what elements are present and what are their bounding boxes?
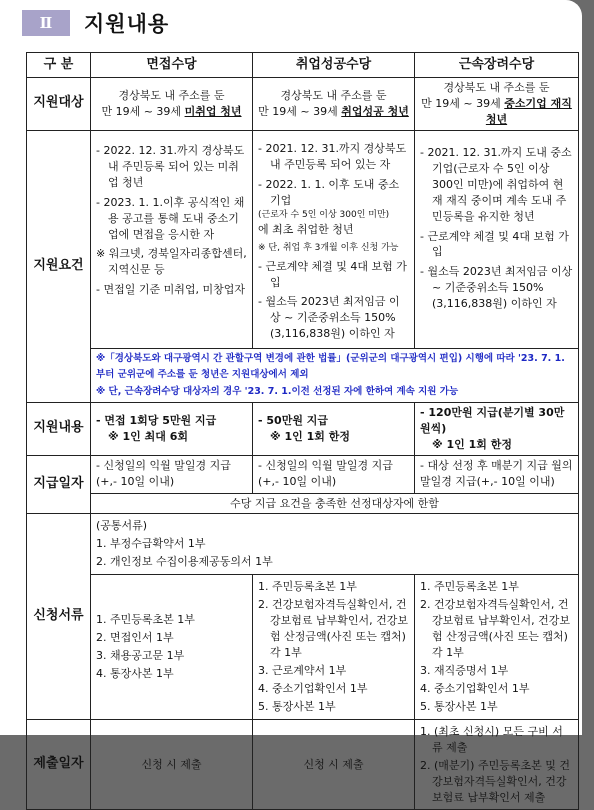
payment-footer: 수당 지급 요건을 충족한 선정대상자에 한함 <box>91 493 579 514</box>
requirement-note: ※ 단, 취업 후 3개월 이후 신청 가능 <box>258 242 399 253</box>
support-limit: ※ 1인 최대 6회 <box>108 429 188 443</box>
requirement-subnote: (근로자 수 5인 이상 300인 미만) <box>258 209 390 220</box>
requirement-item: - 2021. 12. 31.까지 경상북도 내 주민등록 되어 있는 자 <box>258 141 407 171</box>
documents-label: 신청서류 <box>27 514 91 719</box>
document-item: 1. 주민등록초본 1부 <box>258 580 357 594</box>
payment-col1: - 신청일의 익월 말일경 지급 (+,- 10일 이내) <box>91 455 253 493</box>
document-item: 5. 통장사본 1부 <box>258 699 336 713</box>
document-item: 2. 건강보험자격득실확인서, 건강보험료 납부확인서, 건강보험 산정금액(사진 또는 캡처) 각 1부 <box>420 598 571 660</box>
document-item: 1. 부정수급확약서 1부 <box>96 537 206 551</box>
header-retention-allowance: 근속장려수당 <box>415 53 579 78</box>
requirement-item: - 월소득 2023년 최저임금 이상 ~ 기준중위소득 150%(3,116,838원) 이하인 자 <box>420 265 573 311</box>
target-col1-emphasis: 미취업 청년 <box>184 104 242 118</box>
target-age: 만 19세 ~ 39세 <box>421 96 501 110</box>
support-amount: - 면접 1회당 5만원 지급 <box>96 413 217 427</box>
target-age: 만 19세 ~ 39세 <box>258 104 338 118</box>
section-number-badge: Ⅱ <box>22 10 70 36</box>
payment-row <box>27 455 579 493</box>
requirement-item: 에 최초 취업한 청년 <box>258 222 354 236</box>
support-col3 <box>415 402 579 455</box>
target-row <box>27 78 579 131</box>
notice-exception: ※ 단, 근속장려수당 대상자의 경우 '23. 7. 1.이전 선정된 자에 한하여 계속 지원 가능 <box>96 385 459 397</box>
requirements-notice-row <box>27 349 579 402</box>
documents-common-row <box>27 514 579 575</box>
document-item: 3. 채용공고문 1부 <box>96 649 185 663</box>
requirement-item: - 2021. 12. 31.까지 도내 중소기업(근로자 수 5인 이상 300인 미만)에 취업하여 현재 재직 중이며 계속 도내 주민등록을 유지한 청년 <box>420 145 572 223</box>
documents-row <box>27 575 579 720</box>
submission-col3 <box>415 719 579 810</box>
document-item: 2. 건강보험자격득실확인서, 건강보험료 납부확인서, 건강보험 산정금액(사진 또는 캡처) 각 1부 <box>258 598 409 660</box>
section-header <box>22 8 169 38</box>
submission-row <box>27 719 579 810</box>
requirements-col2 <box>253 130 415 348</box>
payment-col3: - 대상 선정 후 매분기 지급 월의 말일경 지급(+,- 10일 이내) <box>415 455 579 493</box>
document-item: 4. 중소기업확인서 1부 <box>420 681 530 695</box>
notice-jurisdiction: ※「경상북도와 대구광역시 간 관할구역 변경에 관한 법률」(군위군의 대구광역시 편입) 시행에 따라 '23. 7. 1. 부터 군위군에 주소를 둔 청년은 지원대상에서 제외 <box>96 353 565 381</box>
target-age: 만 19세 ~ 39세 <box>101 104 182 118</box>
submission-col1: 신청 시 제출 <box>91 719 253 810</box>
requirements-notice <box>91 349 579 402</box>
document-item: 1. 주민등록초본 1부 <box>420 580 519 594</box>
header-employment-allowance: 취업성공수당 <box>253 53 415 78</box>
requirement-item: - 근로계약 체결 및 4대 보험 가입 <box>420 229 569 259</box>
requirements-col3 <box>415 130 579 348</box>
support-amount: - 50만원 지급 <box>258 413 329 427</box>
target-col3 <box>415 78 579 131</box>
support-col2 <box>253 402 415 455</box>
document-item: 2. 개인정보 수집이용제공동의서 1부 <box>96 555 273 569</box>
support-limit: ※ 1인 1회 한정 <box>270 429 350 443</box>
requirement-item: - 2022. 12. 31.까지 경상북도 내 주민등록 되어 있는 미취업 청년 <box>96 143 245 189</box>
requirement-item: - 면접일 기준 미취업, 미창업자 <box>96 283 245 297</box>
submission-item: 2. (매분기) 주민등록초본 및 건강보험자격득실확인서, 건강보험료 납부확인서 제출 <box>420 758 570 804</box>
support-amount: - 120만원 지급(분기별 30만원씩) <box>420 405 565 435</box>
documents-common <box>91 514 579 575</box>
support-table <box>26 52 579 810</box>
target-common: 경상북도 내 주소를 둔 <box>118 88 225 102</box>
section-title: 지원내용 <box>84 12 170 36</box>
submission-label: 제출일자 <box>27 719 91 810</box>
target-common: 경상북도 내 주소를 둔 <box>443 81 550 94</box>
target-label: 지원대상 <box>27 78 91 131</box>
table-header-row <box>27 53 579 78</box>
requirement-item: - 2023. 1. 1.이후 공식적인 채용 공고를 통해 도내 중소기업에 면접을 응시한 자 <box>96 195 245 241</box>
support-limit: ※ 1인 1회 한정 <box>432 437 512 451</box>
target-common: 경상북도 내 주소를 둔 <box>280 88 387 102</box>
requirement-note: ※ 워크넷, 경북일자리종합센터, 지역신문 등 <box>96 247 247 277</box>
requirement-item: - 근로계약 체결 및 4대 보험 가입 <box>258 259 407 289</box>
header-interview-allowance: 면접수당 <box>91 53 253 78</box>
requirement-item: - 2022. 1. 1. 이후 도내 중소기업 <box>258 177 400 207</box>
document-item: 2. 면접인서 1부 <box>96 631 174 645</box>
documents-col2 <box>253 575 415 720</box>
submission-item: 1. (최초 신청시) 모든 구비 서류 제출 <box>420 724 563 754</box>
documents-common-title: (공통서류) <box>96 519 148 533</box>
support-label: 지원내용 <box>27 402 91 455</box>
target-col2 <box>253 78 415 131</box>
payment-label: 지급일자 <box>27 455 91 514</box>
header-category: 구 분 <box>27 53 91 78</box>
payment-footer-row <box>27 493 579 514</box>
requirements-label: 지원요건 <box>27 130 91 402</box>
document-item: 1. 주민등록초본 1부 <box>96 613 195 627</box>
documents-col1 <box>91 575 253 720</box>
target-col1 <box>91 78 253 131</box>
document-item: 4. 통장사본 1부 <box>96 666 174 680</box>
support-row <box>27 402 579 455</box>
submission-col2: 신청 시 제출 <box>253 719 415 810</box>
requirements-col1 <box>91 130 253 348</box>
document-item: 3. 근로계약서 1부 <box>258 663 347 677</box>
target-col3-emphasis: 중소기업 재직 청년 <box>485 96 572 126</box>
document-item: 3. 재직증명서 1부 <box>420 663 509 677</box>
document-item: 4. 중소기업확인서 1부 <box>258 681 368 695</box>
documents-col3 <box>415 575 579 720</box>
support-col1 <box>91 402 253 455</box>
requirement-item: - 월소득 2023년 최저임금 이상 ~ 기준중위소득 150%(3,116,838원) 이하인 자 <box>258 295 400 341</box>
document-item: 5. 통장사본 1부 <box>420 699 498 713</box>
payment-col2: - 신청일의 익월 말일경 지급 (+,- 10일 이내) <box>253 455 415 493</box>
target-col2-emphasis: 취업성공 청년 <box>341 104 409 118</box>
requirements-row <box>27 130 579 348</box>
